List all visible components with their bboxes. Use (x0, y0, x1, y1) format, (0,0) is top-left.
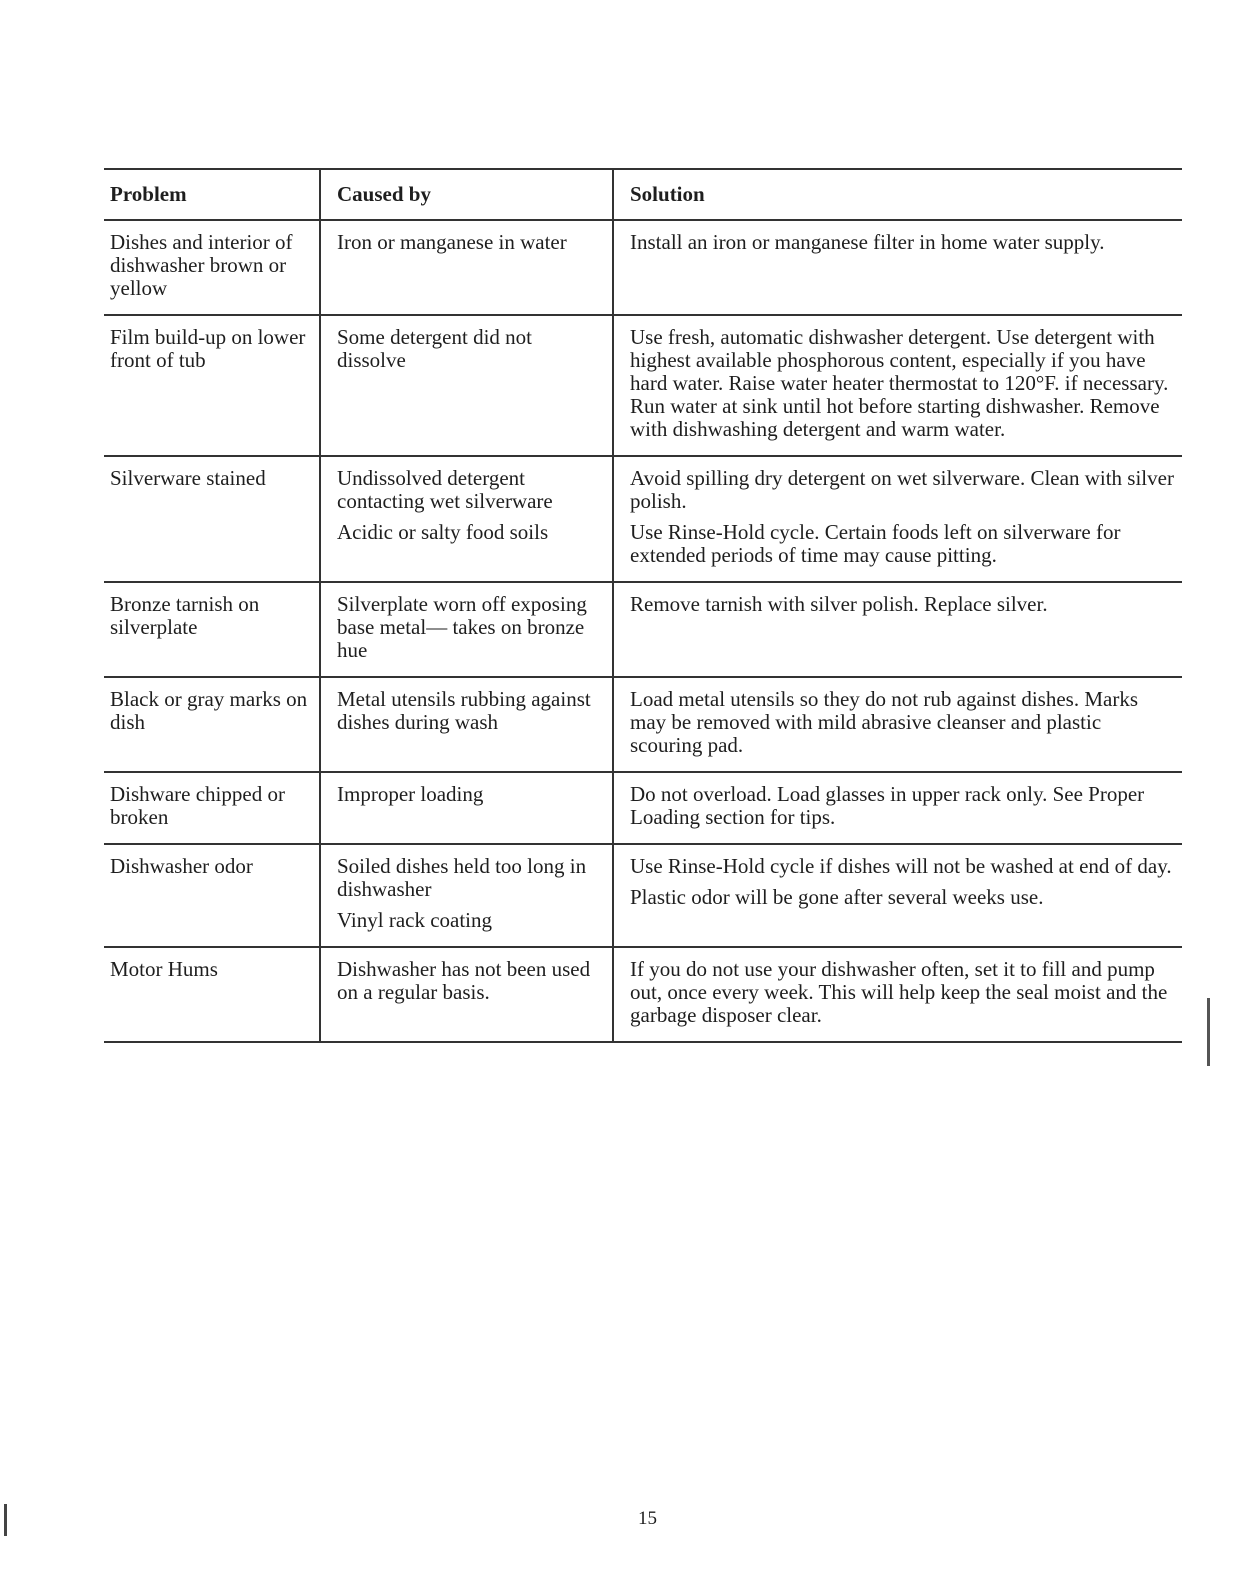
cause-text: Iron or manganese in water (337, 230, 567, 254)
table-row (104, 220, 1182, 315)
table-row (104, 582, 1182, 677)
solution-text: If you do not use your dishwasher often, set it to fill and pump out, once every week. This will help keep the seal moist and the garbage disposer clear. (630, 957, 1168, 1027)
solution-text: Plastic odor will be gone after several weeks use. (630, 885, 1044, 909)
cause-cell (320, 677, 613, 772)
solution-text: Avoid spilling dry detergent on wet silverware. Clean with silver polish. (630, 466, 1174, 513)
header-row (104, 169, 1182, 220)
cause-cell (320, 456, 613, 582)
cause-cell (320, 772, 613, 844)
table-row (104, 844, 1182, 947)
problem-cell: Film build-up on lower front of tub (104, 315, 320, 456)
problem-cell: Motor Hums (110, 957, 218, 981)
solution-cell (613, 315, 1182, 456)
solution-cell (613, 220, 1182, 315)
solution-cell (613, 456, 1182, 582)
cause-text: Vinyl rack coating (337, 908, 493, 932)
cause-text: Acidic or salty food soils (337, 520, 549, 544)
troubleshooting-table (104, 168, 1182, 1043)
cause-text: Improper loading (337, 782, 484, 806)
problem-cell: Bronze tarnish on silverplate (104, 582, 320, 677)
solution-text: Do not overload. Load glasses in upper rack only. See Proper Loading section for tips. (630, 782, 1145, 829)
cause-cell (320, 315, 613, 456)
table-row (104, 315, 1182, 456)
solution-cell (613, 844, 1182, 947)
cause-text: Some detergent did not dissolve (337, 325, 532, 372)
solution-text: Use Rinse-Hold cycle. Certain foods left on silverware for extended periods of time may cause pitting. (630, 520, 1121, 567)
problem-header: Problem (104, 169, 320, 220)
solution-cell (613, 772, 1182, 844)
cause-text: Undissolved detergent contacting wet silverware (337, 466, 553, 513)
solution-cell (613, 947, 1182, 1042)
solution-text: Use fresh, automatic dishwasher detergent. Use detergent with highest available phosphorous content, especially if you have hard water. Raise water heater thermostat to 120°F. if necessary. Run water at sink until hot before starting dishwasher. Remove with dishwashing detergent and warm water. (630, 325, 1169, 441)
table-row (104, 947, 1182, 1042)
solution-text: Install an iron or manganese filter in home water supply. (630, 230, 1105, 254)
cause-cell (320, 582, 613, 677)
solution-cell (613, 582, 1182, 677)
problem-cell: Silverware stained (104, 456, 320, 582)
caused-by-header: Caused by (320, 169, 613, 220)
table-header (104, 169, 1182, 220)
problem-cell: Dishware chipped or broken (104, 772, 320, 844)
cause-text: Dishwasher has not been used on a regular basis. (337, 957, 591, 1004)
table-row (104, 456, 1182, 582)
solution-cell (613, 677, 1182, 772)
solution-text: Use Rinse-Hold cycle if dishes will not be washed at end of day. (630, 854, 1172, 878)
solution-text: Remove tarnish with silver polish. Replace silver. (630, 592, 1048, 616)
revision-bar (1207, 998, 1210, 1066)
solution-header: Solution (613, 169, 1182, 220)
table-body (104, 220, 1182, 1042)
table-row (104, 677, 1182, 772)
page-number: 15 (638, 1508, 657, 1529)
cause-cell (320, 947, 613, 1042)
problem-cell: Dishwasher odor (104, 844, 320, 947)
problem-cell: Dishes and interior of dishwasher brown or yellow (104, 220, 320, 315)
cause-cell (320, 844, 613, 947)
table-row (104, 772, 1182, 844)
cause-cell (320, 220, 613, 315)
solution-text: Load metal utensils so they do not rub against dishes. Marks may be removed with mild abrasive cleanser and plastic scouring pad. (630, 687, 1139, 757)
cause-text: Metal utensils rubbing against dishes during wash (337, 687, 591, 734)
problem-cell: Black or gray marks on dish (104, 677, 320, 772)
cause-text: Soiled dishes held too long in dishwasher (337, 854, 587, 901)
cause-text: Silverplate worn off exposing base metal— takes on bronze hue (337, 592, 587, 662)
